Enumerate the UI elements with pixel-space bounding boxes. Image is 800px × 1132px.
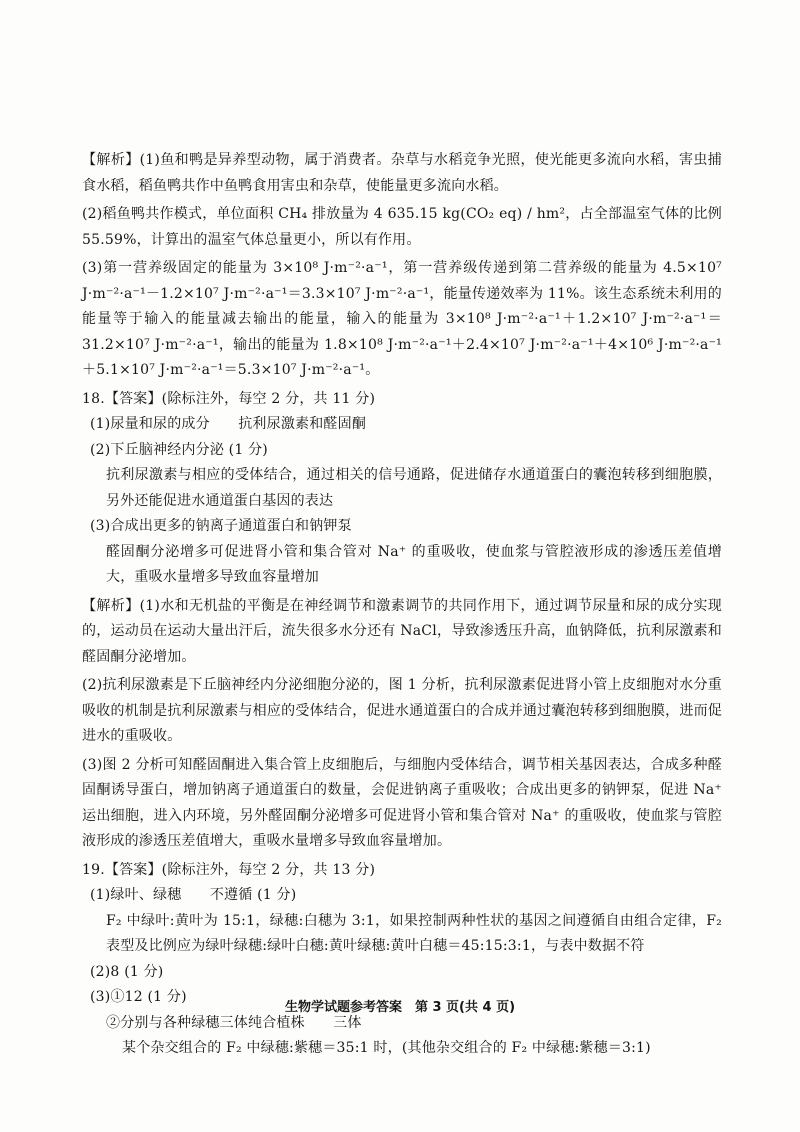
- q19-answer-1-detail: F₂ 中绿叶:黄叶为 15:1，绿穗:白穗为 3:1，如果控制两种性状的基因之间遵循自由组合定律，F₂ 表型及比例应为绿叶绿穗:绿叶白穗:黄叶绿穗:黄叶白穗＝45:15:3:1，与表中数据不符: [106, 912, 722, 954]
- analysis-17-part-3: (3)第一营养级固定的能量为 3×10⁸ J·m⁻²·a⁻¹，第一营养级传递到第二营养级的能量为 4.5×10⁷ J·m⁻²·a⁻¹－1.2×10⁷ J·m⁻²·a⁻¹＝3.3×10⁷ J·m⁻²·a⁻¹，能量传递效率为 11%。该生态系统未利用的能量等于输入的能量减去输出的能量，输入的能量为 3×10⁸ J·m⁻²·a⁻¹＋1.2×10⁷ J·m⁻²·a⁻¹＝31.2×10⁷ J·m⁻²·a⁻¹，输出的能量为 1.8×10⁸ J·m⁻²·a⁻¹＋2.4×10⁷ J·m⁻²·a⁻¹＋4×10⁶ J·m⁻²·a⁻¹＋5.1×10⁷ J·m⁻²·a⁻¹＝5.3×10⁷ J·m⁻²·a⁻¹。: [82, 260, 722, 378]
- q18-answer-2: (2)下丘脑神经内分泌 (1 分): [90, 441, 268, 458]
- analysis-17-part-1: 【解析】(1)鱼和鸭是异养型动物，属于消费者。杂草与水稻竞争光照，使光能更多流向水稻，害虫捕食水稻，稻鱼鸭共作中鱼鸭食用害虫和杂草，使能量更多流向水稻。: [82, 152, 722, 194]
- q18-answer-1: (1)尿量和尿的成分 抗利尿激素和醛固酮: [90, 416, 367, 432]
- q19-answer-3: (3)①12 (1 分): [90, 989, 187, 1005]
- q18-answer-heading: 18.【答案】(除标注外，每空 2 分，共 11 分): [82, 390, 376, 407]
- q19-answer-heading: 19.【答案】(除标注外，每空 2 分，共 13 分): [82, 861, 376, 878]
- q19-answer-3-detail: 某个杂交组合的 F₂ 中绿穗:紫穗＝35:1 时，(其他杂交组合的 F₂ 中绿穗:紫穗＝3:1): [122, 1040, 651, 1056]
- q19-answer-2: (2)8 (1 分): [90, 963, 164, 980]
- q18-answer-3-detail: 醛固酮分泌增多可促进肾小管和集合管对 Na⁺ 的重吸收，使血浆与管腔液形成的渗透压差值增大，重吸水量增多导致血容量增加: [106, 543, 722, 585]
- q19-answer-3-part-2: ②分别与各种绿穗三体纯合植株 三体: [106, 1014, 362, 1031]
- q19-answer-1: (1)绿叶、绿穗 不遵循 (1 分): [90, 887, 297, 903]
- q18-analysis-part-3: (3)图 2 分析可知醛固酮进入集合管上皮细胞后，与细胞内受体结合，调节相关基因表达，合成多种醛固酮诱导蛋白，增加钠离子通道蛋白的数量，会促进钠离子重吸收；合成出更多的钠钾泵，促进 Na⁺ 运出细胞，进入内环境，另外醛固酮分泌增多可促进肾小管和集合管对 Na⁺ 的重吸收，使血浆与管腔液形成的渗透压差值增大，重吸水量增多导致血容量增加。: [82, 756, 722, 849]
- analysis-17-part-2: (2)稻鱼鸭共作模式，单位面积 CH₄ 排放量为 4 635.15 kg(CO₂ eq) / hm²，占全部温室气体的比例 55.59%，计算出的温室气体总量更小，所以有作用。: [82, 206, 722, 248]
- q18-answer-2-detail: 抗利尿激素与相应的受体结合，通过相关的信号通路，促进储存水通道蛋白的囊泡转移到细胞膜，另外还能促进水通道蛋白基因的表达: [106, 467, 722, 509]
- q18-answer-3: (3)合成出更多的钠离子通道蛋白和钠钾泵: [90, 518, 352, 534]
- q18-analysis-part-1: 【解析】(1)水和无机盐的平衡是在神经调节和激素调节的共同作用下，通过调节尿量和尿的成分实现的，运动员在运动大量出汗后，流失很多水分还有 NaCl，导致渗透压升高，血钠降低，抗利尿激素和醛固酮分泌增加。: [82, 597, 722, 665]
- page-content: [82, 148, 722, 1062]
- page-footer: 生物学试题参考答案 第 3 页(共 4 页): [284, 1000, 516, 1015]
- q18-analysis-part-2: (2)抗利尿激素是下丘脑神经内分泌细胞分泌的，图 1 分析，抗利尿激素促进肾小管上皮细胞对水分重吸收的机制是抗利尿激素与相应的受体结合，促进水通道蛋白的合成并通过囊泡转移到细胞膜，进而促进水的重吸收。: [82, 677, 722, 744]
